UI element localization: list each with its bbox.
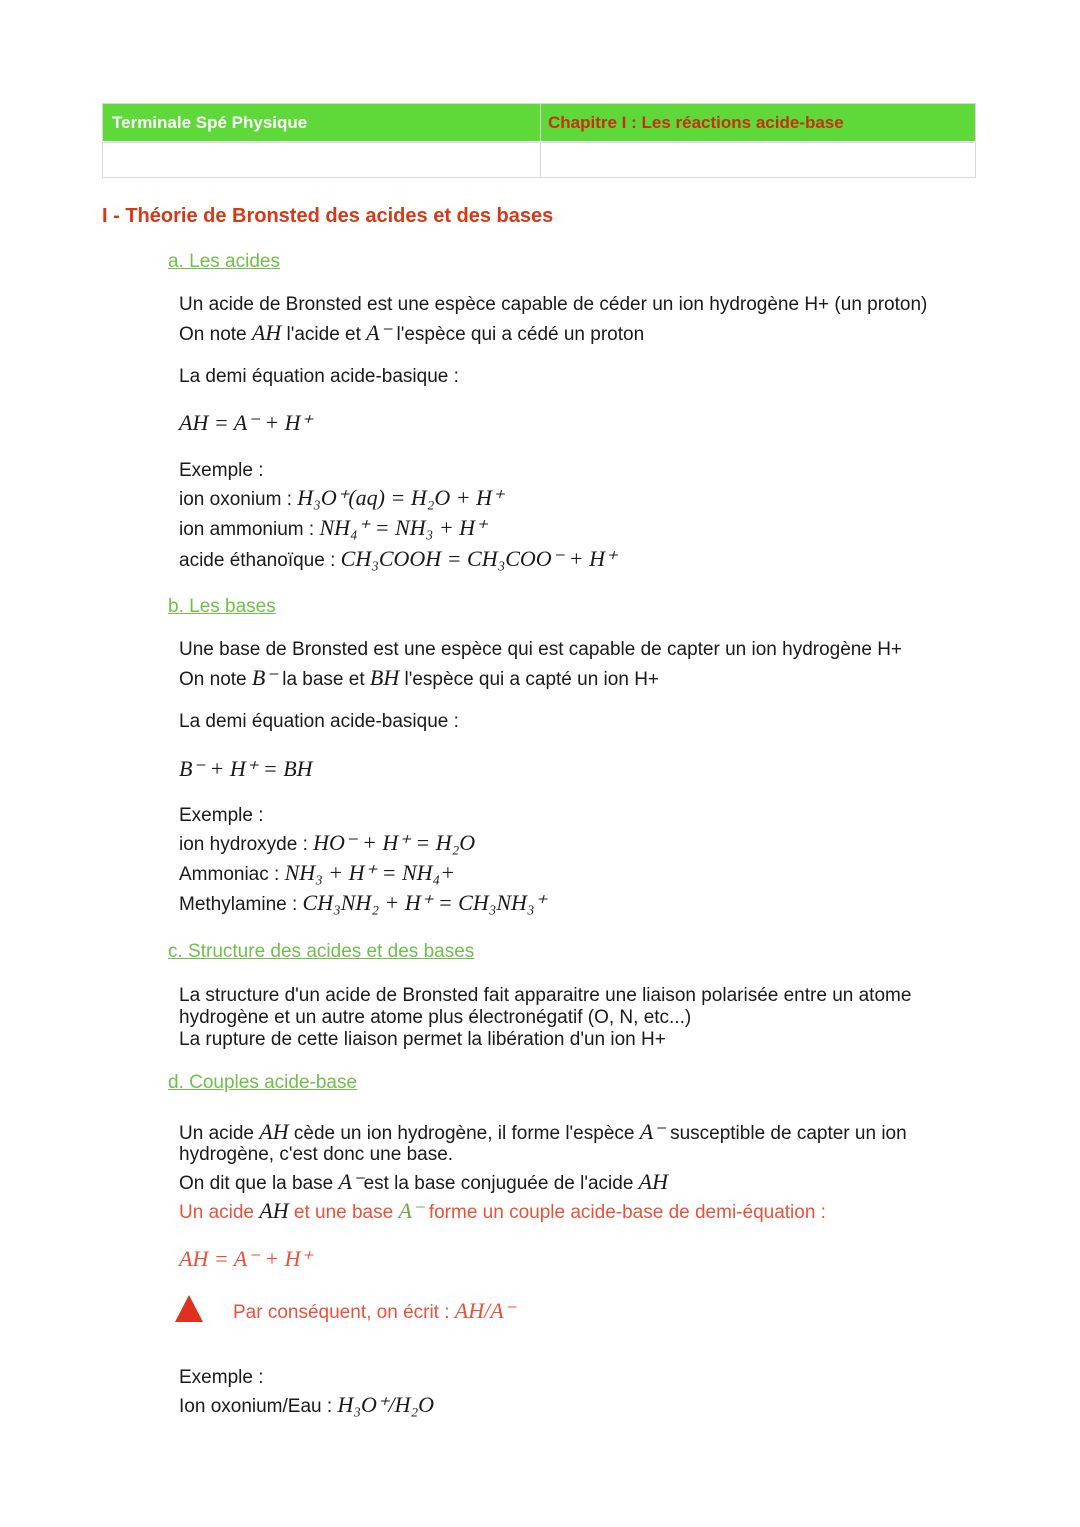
equation: AH = A⁻ + H⁺	[179, 410, 313, 435]
example: ion hydroxyde : HO⁻ + H⁺ = H₂O	[179, 830, 476, 855]
example: Methylamine : CH₃NH₂ + H⁺ = CH₃NH₃⁺	[179, 890, 547, 915]
text: hydrogène et un autre atome plus électronégatif (O, N, etc...)	[179, 1007, 692, 1028]
subheading-bases: b. Les bases	[168, 596, 276, 617]
text: Exemple :	[179, 460, 264, 481]
text: La structure d'un acide de Bronsted fait apparaitre une liaison polarisée entre un atome	[179, 985, 912, 1006]
text: On dit que la base A⁻est la base conjuguée de l'acide AH	[179, 1169, 668, 1194]
course-label: Terminale Spé Physique	[112, 113, 308, 132]
text: La rupture de cette liaison permet la libération d'un ion H+	[179, 1029, 666, 1050]
warning-icon	[175, 1295, 203, 1322]
text: Exemple :	[179, 1367, 264, 1388]
subheading-couples: d. Couples acide-base	[168, 1072, 358, 1093]
divider	[103, 142, 975, 143]
warning-text: Par conséquent, on écrit : AH/A⁻	[233, 1298, 516, 1323]
header-table	[102, 103, 976, 178]
highlight-text: Un acide AH et une base A⁻ forme un couple acide-base de demi-équation :	[179, 1198, 826, 1223]
subheading-acides: a. Les acides	[168, 251, 280, 272]
text: On note B⁻ la base et BH l'espèce qui a capté un ion H+	[179, 665, 660, 690]
text: On note AH l'acide et A⁻ l'espèce qui a cédé un proton	[179, 320, 645, 345]
text: Une base de Bronsted est une espèce qui est capable de capter un ion hydrogène H+	[179, 639, 903, 660]
text: La demi équation acide-basique :	[179, 711, 459, 732]
chapter-label: Chapitre I : Les réactions acide-base	[548, 113, 844, 132]
equation: AH = A⁻ + H⁺	[179, 1246, 313, 1271]
example: Ion oxonium/Eau : H₃O⁺/H₂O	[179, 1392, 435, 1417]
example: ion oxonium : H₃O⁺(aq) = H₂O + H⁺	[179, 485, 504, 510]
text: Un acide de Bronsted est une espèce capable de céder un ion hydrogène H+ (un proton)	[179, 294, 928, 315]
example: acide éthanoïque : CH₃COOH = CH₃COO⁻ + H⁺	[179, 546, 617, 571]
text: Exemple :	[179, 805, 264, 826]
text: La demi équation acide-basique :	[179, 366, 459, 387]
example: Ammoniac : NH₃ + H⁺ = NH₄+	[179, 860, 456, 885]
text: hydrogène, c'est donc une base.	[179, 1144, 454, 1165]
text: Un acide AH cède un ion hydrogène, il forme l'espèce A⁻ susceptible de capter un ion	[179, 1119, 907, 1144]
equation: B⁻ + H⁺ = BH	[179, 756, 313, 781]
divider	[540, 104, 541, 177]
subheading-structure: c. Structure des acides et des bases	[168, 941, 475, 962]
example: ion ammonium : NH₄⁺ = NH₃ + H⁺	[179, 515, 487, 540]
section-title: I - Théorie de Bronsted des acides et des bases	[102, 205, 554, 227]
